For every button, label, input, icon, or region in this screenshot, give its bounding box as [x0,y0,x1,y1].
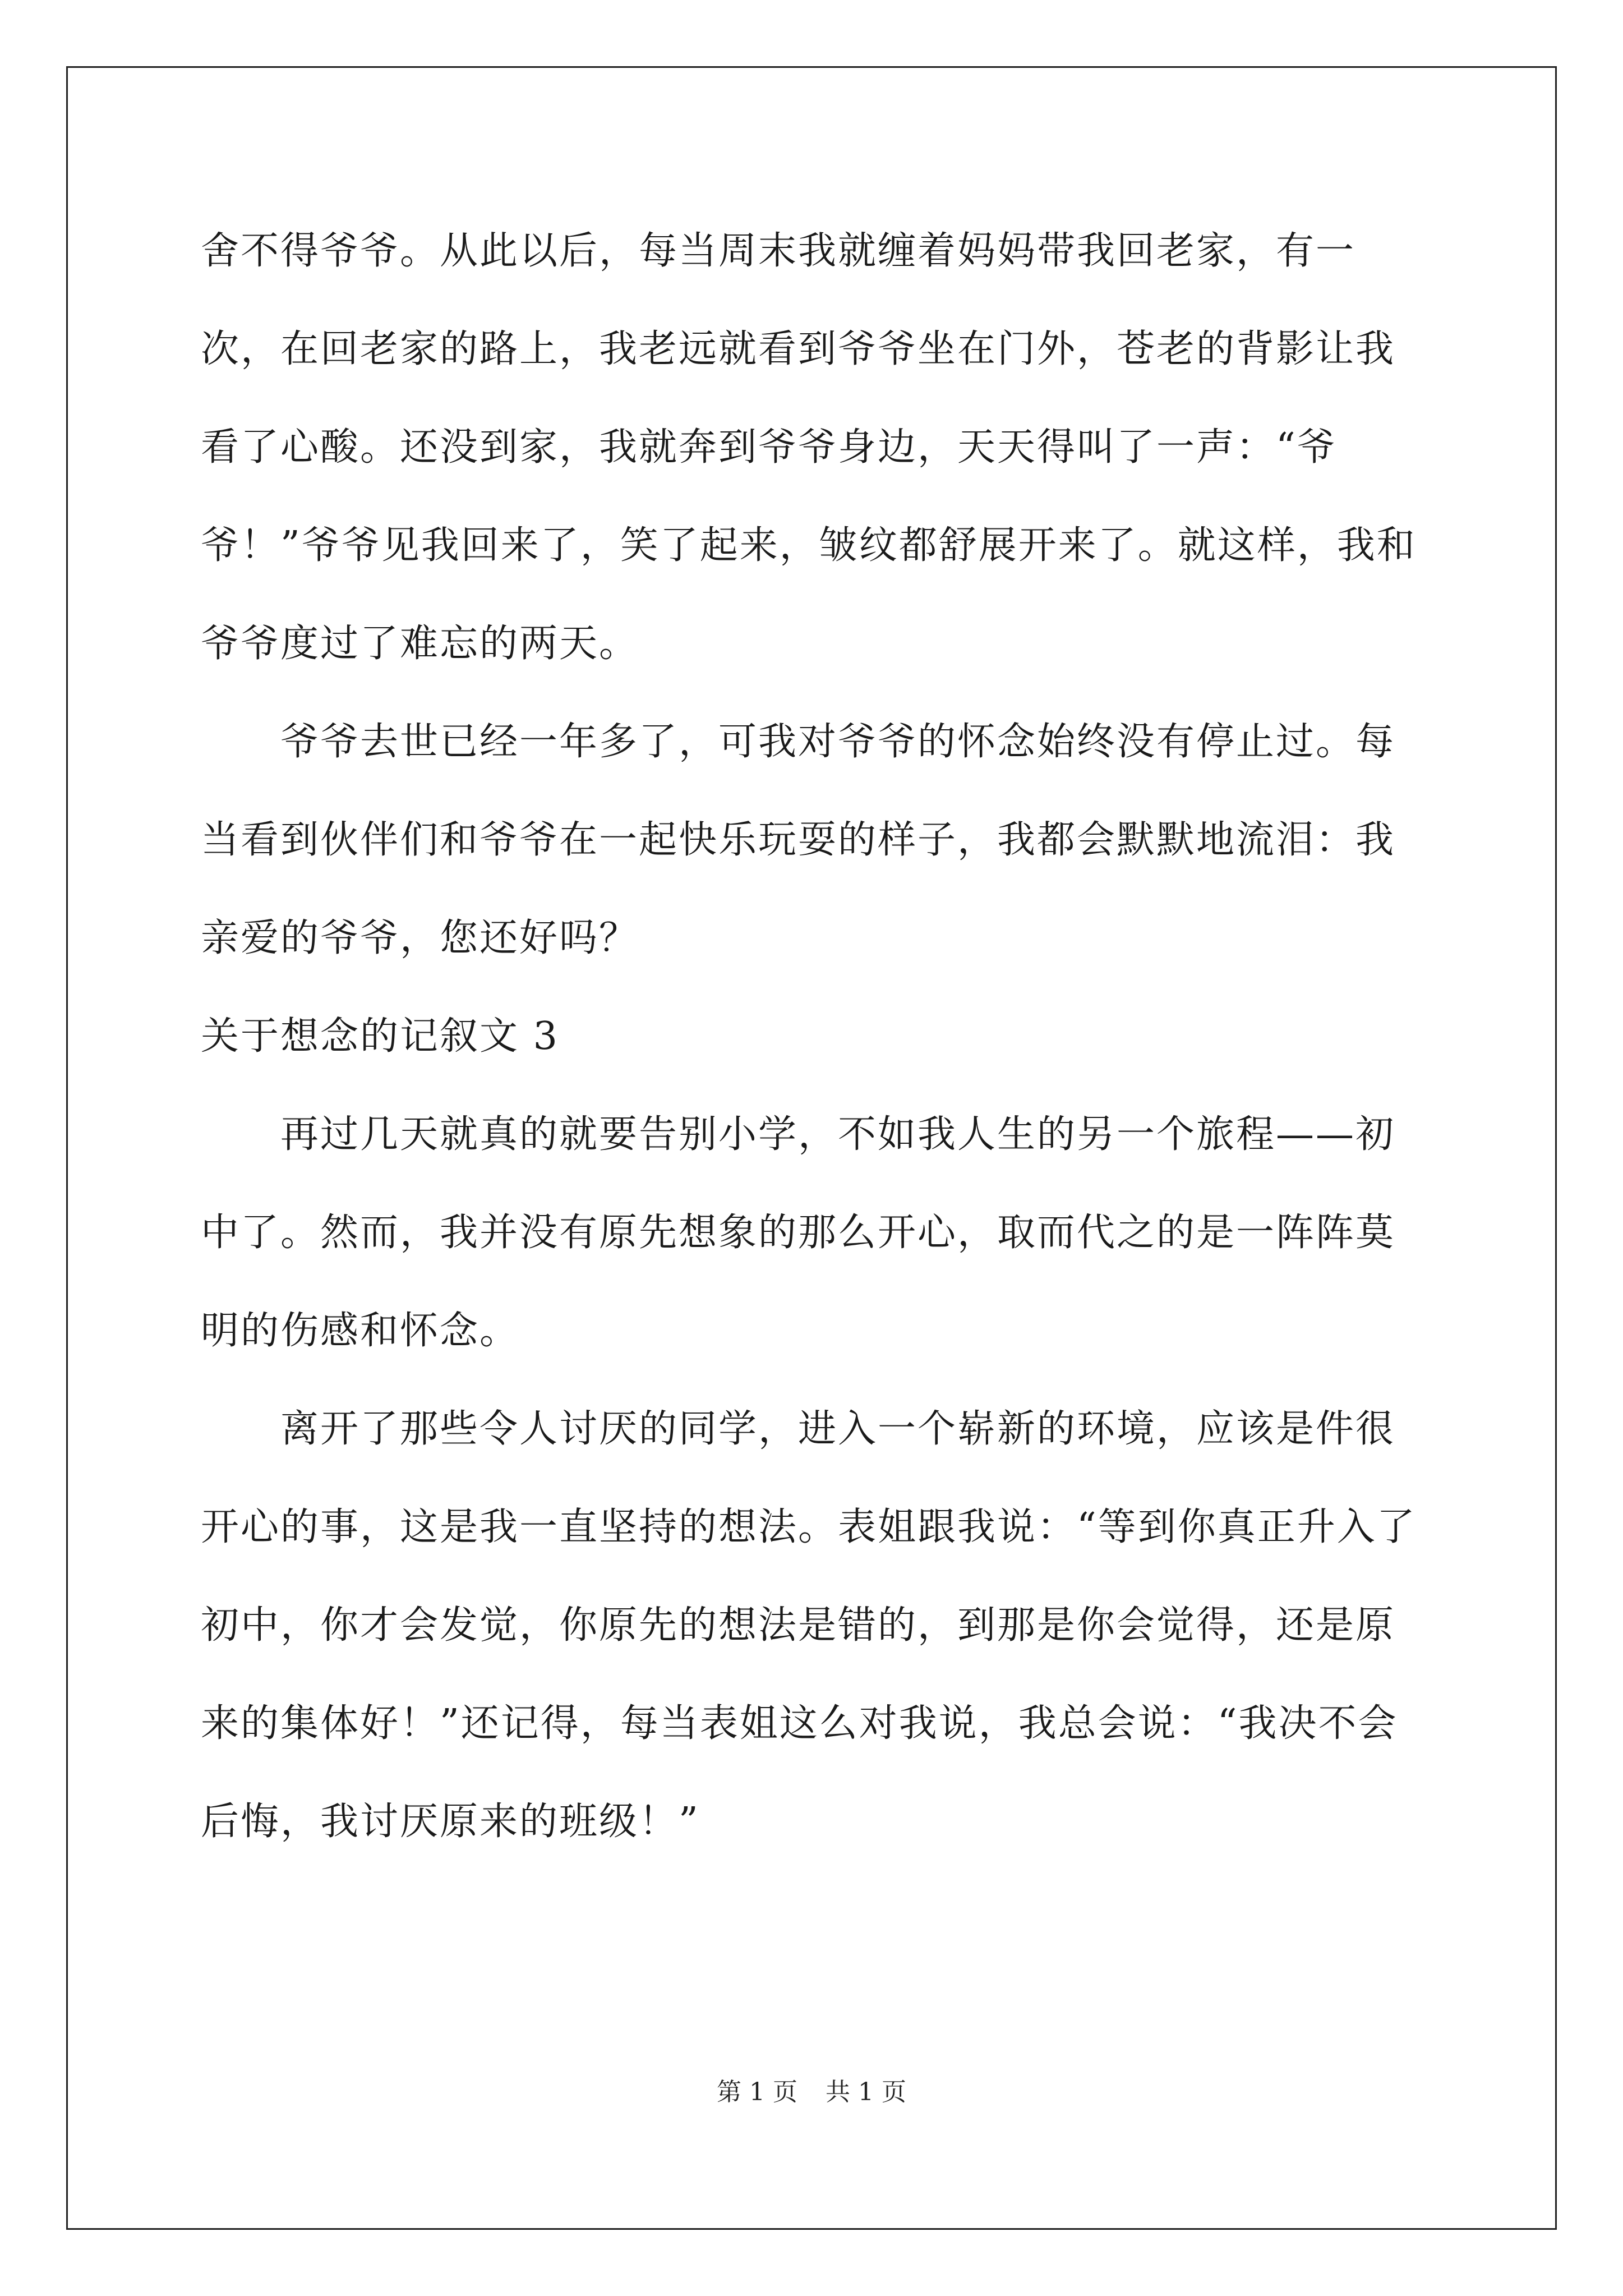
document-body [201,202,1435,1871]
page-number: 第 1 页 [717,2078,797,2106]
page-total: 共 1 页 [826,2078,906,2106]
page-footer [0,2076,1623,2109]
paragraph-4: 离开了那些令人讨厌的同学，进入一个崭新的环境，应该是件很开心的事，这是我一直坚持的想法。表姐跟我说：“等到你真正升入了初中，你才会发觉，你原先的想法是错的，到那是你会觉得，还是原来的集体好！”还记得，每当表姐这么对我说，我总会说：“我决不会后悔，我讨厌原来的班级！” [201,1407,1417,1844]
paragraph-3: 再过几天就真的就要告别小学，不如我人生的另一个旅程——初中了。然而，我并没有原先想象的那么开心，取而代之的是一阵阵莫明的伤感和怀念。 [201,1112,1396,1353]
paragraph-2: 爷爷去世已经一年多了，可我对爷爷的怀念始终没有停止过。每当看到伙伴们和爷爷在一起快乐玩耍的样子，我都会默默地流泪：我亲爱的爷爷，您还好吗？ [201,720,1396,960]
section-title: 关于想念的记叙文 3 [201,1014,559,1059]
paragraph-1: 舍不得爷爷。从此以后，每当周末我就缠着妈妈带我回老家，有一次，在回老家的路上，我老远就看到爷爷坐在门外，苍老的背影让我看了心酸。还没到家，我就奔到爷爷身边，天天得叫了一声：“爷爷！”爷爷见我回来了，笑了起来，皱纹都舒展开来了。就这样，我和爷爷度过了难忘的两天。 [201,229,1417,666]
